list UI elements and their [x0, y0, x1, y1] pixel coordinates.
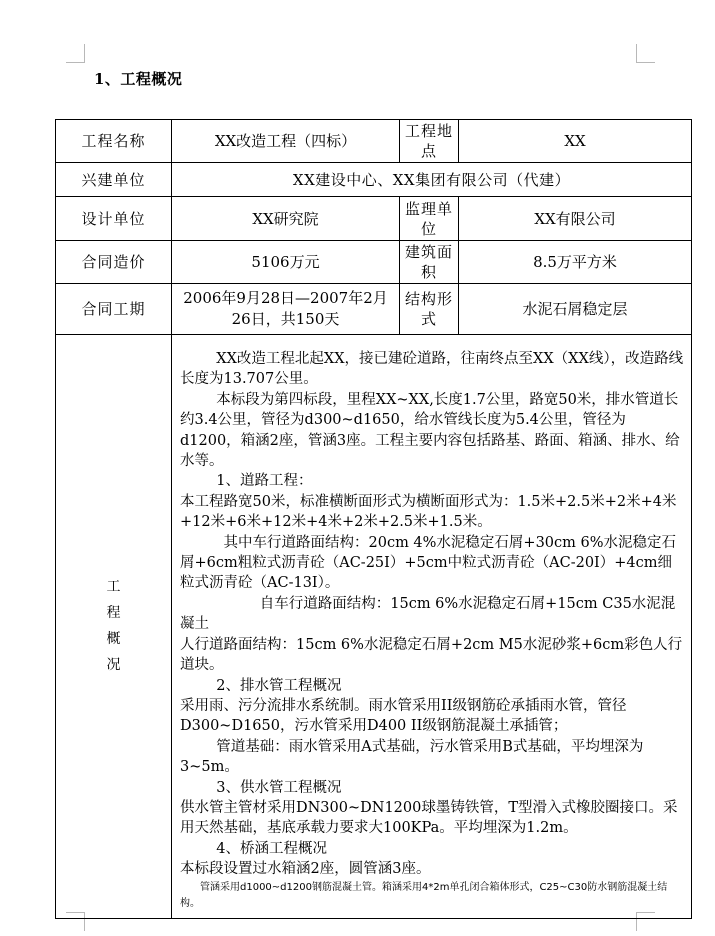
overview-side-label: 工程概况: [106, 579, 121, 674]
supervisor-value: XX有限公司: [459, 197, 692, 241]
section-heading: 1、工程概况: [94, 70, 183, 88]
margin-mark-top-right: [636, 44, 655, 63]
period-label: 合同工期: [56, 284, 172, 335]
overview-paragraph: 自车行道路面结构：15cm 6%水泥稳定石屑+15cm C35水泥混凝土: [180, 595, 676, 633]
area-value: 8.5万平方米: [459, 241, 692, 284]
builder-value: XX建设中心、XX集团有限公司（代建）: [172, 163, 692, 197]
overview-paragraph: 本工程路宽50米，标准横断面形式为横断面形式为：1.5米+2.5米+2米+4米+12米+6米+12米+4米+2米+2.5米+1.5米。: [180, 493, 677, 531]
overview-paragraph: 2、排水管工程概况: [216, 677, 342, 694]
project-name-value: XX改造工程（四标）: [172, 120, 400, 163]
overview-paragraph: 采用雨、污分流排水系统制。雨水管采用II级钢筋砼承插雨水管，管径D300~D1650，污水管采用D400 II级钢筋混凝土承插管；: [180, 697, 627, 735]
overview-paragraph: 1、道路工程：: [216, 473, 313, 490]
overview-paragraph: 人行道路面结构：15cm 6%水泥稳定石屑+2cm M5水泥砂浆+6cm彩色人行道块。: [180, 636, 683, 674]
period-value: 2006年9月28日—2007年2月26日，共150天: [172, 284, 400, 335]
row-overview: [56, 335, 692, 919]
row-builder: [56, 163, 692, 197]
designer-value: XX研究院: [172, 197, 400, 241]
project-name-label: 工程名称: [56, 120, 172, 163]
overview-paragraph: 其中车行道路面结构：20cm 4%水泥稳定石屑+30cm 6%水泥稳定石屑+6cm粗粒式沥青砼（AC-25I）+5cm中粒式沥青砼（AC-20I）+4cm细粒式沥青砼（AC-13I）。: [180, 534, 677, 592]
overview-paragraph: 4、桥涵工程概况: [216, 840, 327, 857]
overview-paragraph: 3、供水管工程概况: [216, 779, 342, 796]
project-location-label: 工程地点: [400, 120, 459, 163]
overview-body: [172, 335, 692, 919]
overview-paragraph: XX改造工程北起XX，接已建砼道路，往南终点至XX（XX线），改造路线长度为13.707公里。: [180, 351, 684, 388]
structure-label: 结构形式: [400, 284, 459, 335]
row-cost: [56, 241, 692, 284]
overview-side-cell: [56, 335, 172, 919]
project-location-value: XX: [459, 120, 692, 163]
row-designer: [56, 197, 692, 241]
overview-paragraph: 本标段设置过水箱涵2座，圆管涵3座。: [180, 861, 431, 878]
overview-paragraph: 本标段为第四标段，里程XX~XX,长度1.7公里，路宽50米，排水管道长约3.4公里，管径为d300~d1650，给水管线长度为5.4公里，管径为d1200，箱涵2座，管涵3座。工程主要内容包括路基、路面、箱涵、排水、给水等。: [180, 391, 680, 470]
structure-value: 水泥石屑稳定层: [459, 284, 692, 335]
supervisor-label: 监理单位: [400, 197, 459, 241]
row-project-name: [56, 120, 692, 163]
project-info-table: [55, 119, 692, 919]
row-period: [56, 284, 692, 335]
overview-note: 管涵采用d1000~d1200钢筋混凝土管。箱涵采用4*2m单孔闭合箱体形式，C25~C30防水钢筋混凝土结构。: [180, 881, 668, 909]
overview-paragraph: 供水管主管材采用DN300~DN1200球墨铸铁管，T型滑入式橡胶圈接口。采用天然基础，基底承载力要求大100KPa。平均埋深为1.2m。: [180, 799, 678, 837]
designer-label: 设计单位: [56, 197, 172, 241]
cost-label: 合同造价: [56, 241, 172, 284]
area-label: 建筑面积: [400, 241, 459, 284]
margin-mark-top-left: [66, 44, 85, 63]
builder-label: 兴建单位: [56, 163, 172, 197]
cost-value: 5106万元: [172, 241, 400, 284]
overview-paragraph: 管道基础：雨水管采用A式基础，污水管采用B式基础，平均埋深为3~5m。: [180, 738, 644, 776]
